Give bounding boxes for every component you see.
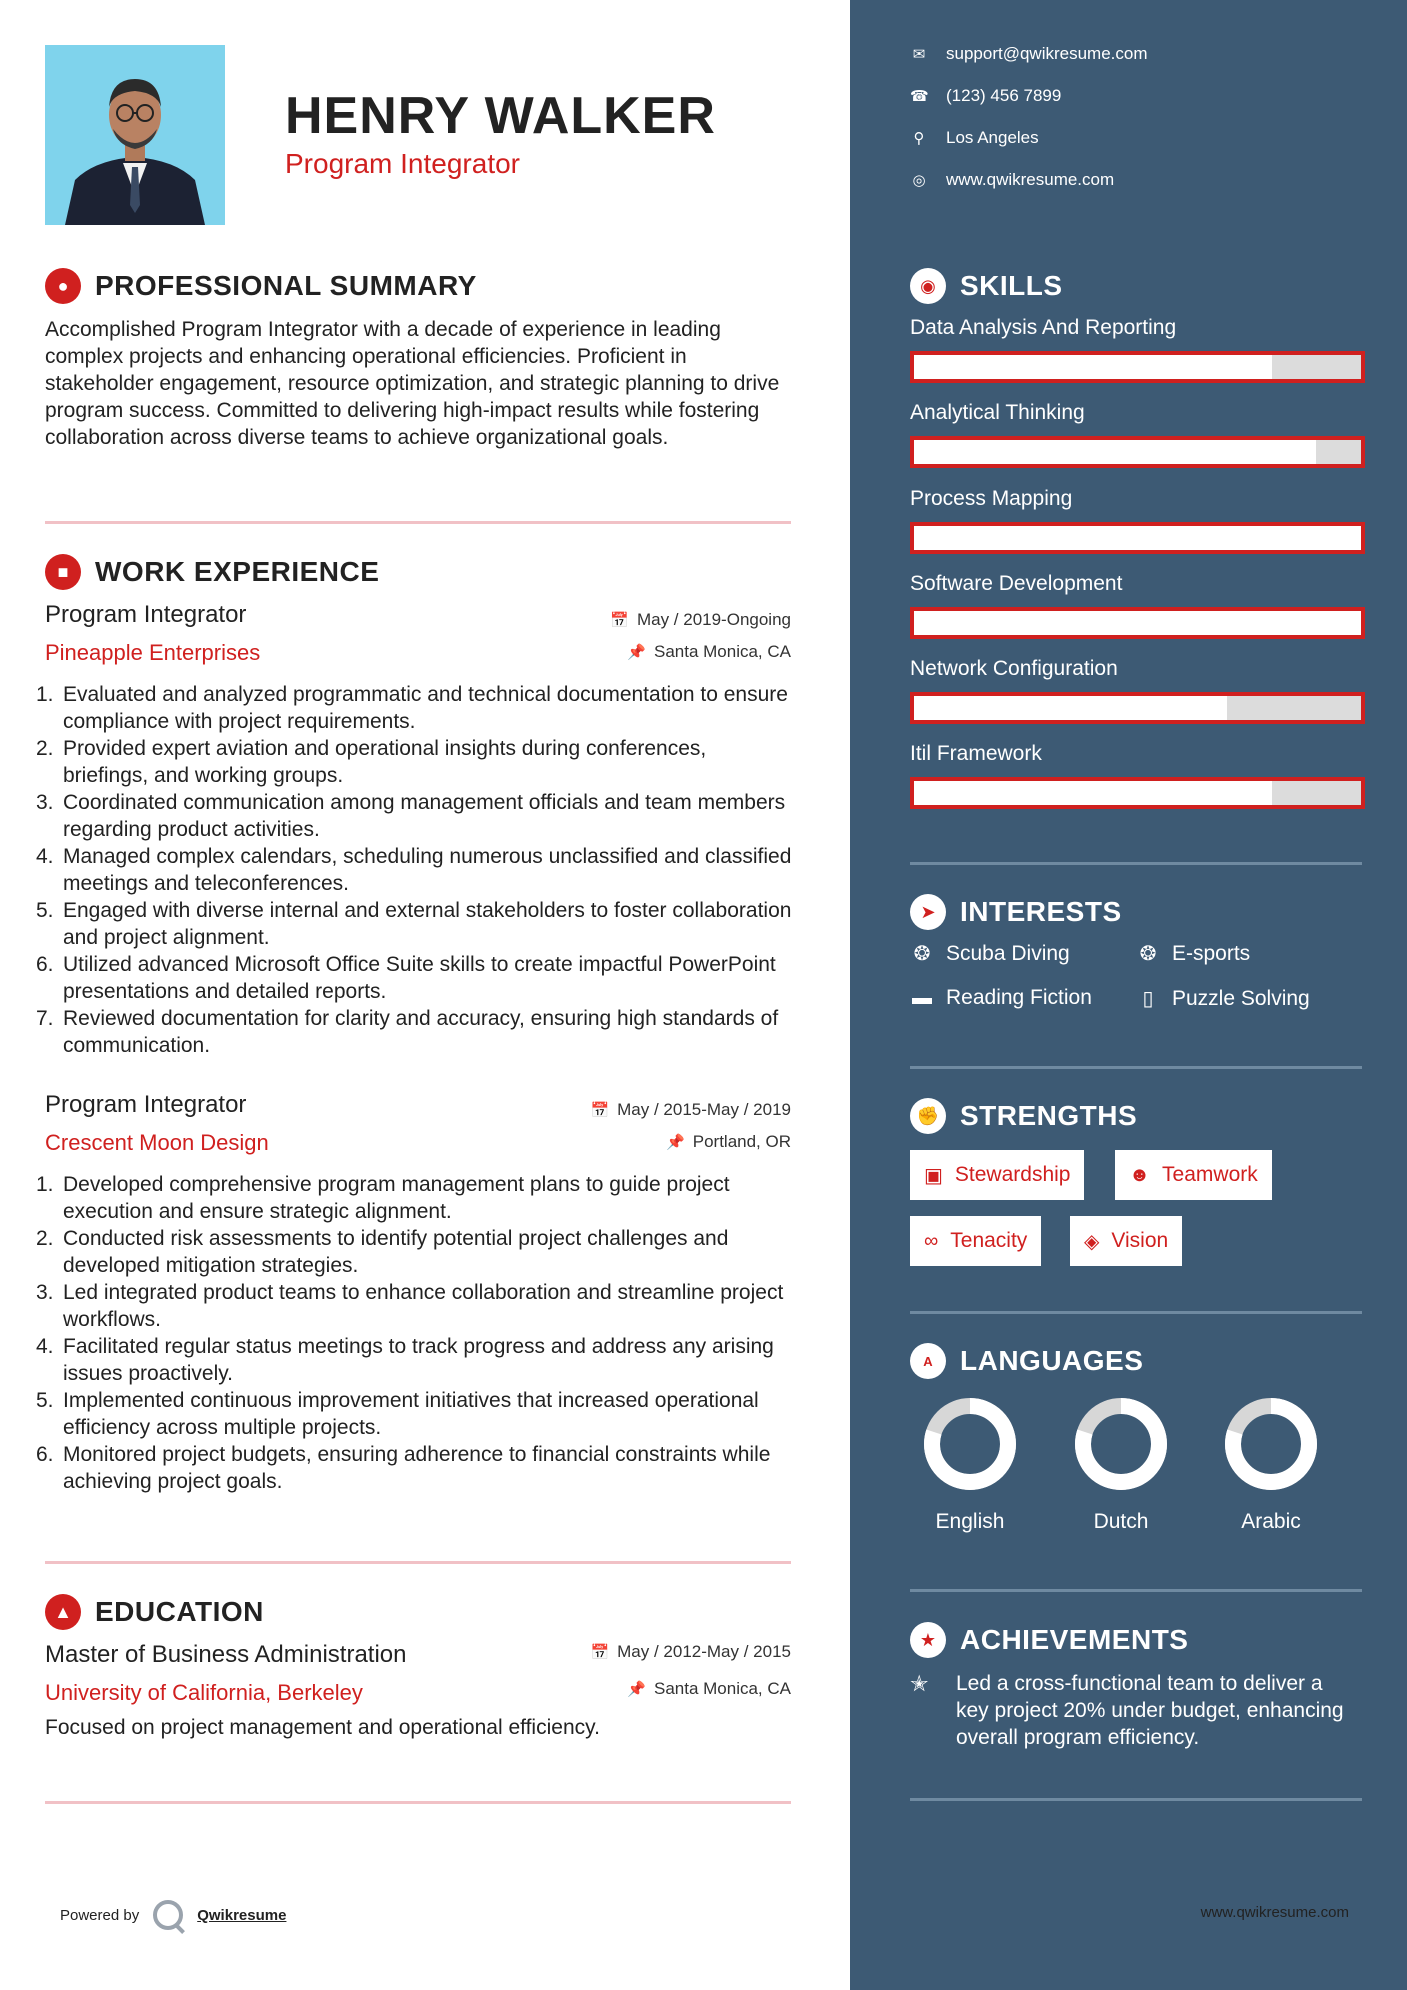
briefcase-icon: ▣: [924, 1164, 943, 1187]
education-dates: 📅 May / 2012-May / 2015: [590, 1642, 791, 1661]
strength-badge: ◈ Vision: [1070, 1216, 1182, 1266]
contact-email[interactable]: ✉ support@qwikresume.com: [910, 44, 1148, 64]
skill-bar: [910, 607, 1365, 639]
education-heading: ▲ EDUCATION: [45, 1594, 264, 1630]
education-description: Focused on project management and operational efficiency.: [45, 1716, 600, 1739]
skill-label: Itil Framework: [910, 742, 1042, 765]
gamepad-icon: ▬: [912, 986, 932, 1009]
strength-badge: ▣ Stewardship: [910, 1150, 1084, 1200]
profile-photo: [45, 45, 225, 225]
skill-fill: [914, 526, 1361, 550]
section-divider: [910, 862, 1362, 865]
strength-badge: ∞ Tenacity: [910, 1216, 1041, 1266]
users-icon: ☻: [1129, 1163, 1151, 1186]
job-dates: 📅 May / 2019-Ongoing: [610, 610, 791, 629]
section-divider: [910, 1589, 1362, 1592]
school-name: University of California, Berkeley: [45, 1680, 363, 1705]
section-divider: [910, 1798, 1362, 1801]
interest-item: ❂ E-sports: [1136, 941, 1250, 966]
skill-label: Network Configuration: [910, 657, 1118, 680]
language-label: Dutch: [1093, 1510, 1149, 1533]
section-divider: [45, 521, 791, 524]
interest-item: ▬ Reading Fiction: [912, 986, 1092, 1009]
phone-icon: ☎: [910, 88, 929, 105]
map-marker-icon: ⚲: [913, 130, 925, 147]
job-dates: 📅 May / 2015-May / 2019: [590, 1100, 791, 1119]
language-charts: [910, 1392, 1370, 1502]
skill-fill: [914, 355, 1272, 379]
skill-fill: [914, 696, 1227, 720]
pin-icon: 📌: [666, 1134, 685, 1151]
chair-icon: ■: [45, 554, 81, 590]
book-icon: ▯: [1142, 988, 1154, 1010]
skill-fill: [914, 781, 1272, 805]
pin-icon: 📌: [627, 1681, 646, 1698]
calendar-icon: 📅: [610, 612, 629, 629]
languages-heading: A LANGUAGES: [910, 1343, 1143, 1379]
section-divider: [910, 1066, 1362, 1069]
contact-website[interactable]: ◎ www.qwikresume.com: [910, 170, 1114, 190]
interest-item: ▯ Puzzle Solving: [1136, 986, 1310, 1011]
list-item: 6. Monitored project budgets, ensuring adherence to financial constraints while achieving project goals.: [36, 1443, 771, 1493]
user-icon: ●: [45, 268, 81, 304]
education-location: 📌 Santa Monica, CA: [627, 1679, 791, 1698]
skill-bar: [910, 522, 1365, 554]
footer-website[interactable]: www.qwikresume.com: [1200, 1904, 1349, 1921]
degree-title: Master of Business Administration: [45, 1641, 407, 1668]
contact-phone[interactable]: ☎ (123) 456 7899: [910, 86, 1062, 105]
calendar-icon: 📅: [590, 1102, 610, 1119]
qwikresume-logo-icon: [153, 1900, 183, 1930]
language-label: Arabic: [1241, 1510, 1301, 1533]
skill-bar: [910, 351, 1365, 383]
fist-icon: ✊: [910, 1098, 946, 1134]
graduate-icon: ▲: [45, 1594, 81, 1630]
strengths-heading: ✊ STRENGTHS: [910, 1098, 1137, 1134]
lifebuoy-icon: ❂: [1139, 943, 1157, 965]
job-bullets: [36, 1171, 796, 1495]
list-item: 7. Reviewed documentation for clarity and accuracy, ensuring high standards of communication.: [36, 1007, 779, 1057]
calendar-icon: 📅: [590, 1644, 610, 1661]
list-item: 3. Coordinated communication among management officials and team members regarding product activities.: [36, 791, 786, 841]
skill-label: Software Development: [910, 572, 1123, 595]
skill-label: Analytical Thinking: [910, 401, 1085, 424]
footer-brand-link[interactable]: Qwikresume: [197, 1906, 287, 1924]
skill-label: Process Mapping: [910, 487, 1073, 510]
interests-heading: ➤ INTERESTS: [910, 894, 1122, 930]
achievements-heading: ★ ACHIEVEMENTS: [910, 1622, 1188, 1658]
list-item: 5. Implemented continuous improvement initiatives that increased operational efficiency across multiple projects.: [36, 1389, 759, 1439]
list-item: 1. Evaluated and analyzed programmatic and technical documentation to ensure compliance with project requirements.: [36, 683, 788, 733]
binoculars-icon: ◈: [1084, 1230, 1100, 1253]
skill-bar: [910, 692, 1365, 724]
lightbulb-icon: ◉: [910, 268, 946, 304]
list-item: 3. Led integrated product teams to enhance collaboration and streamline project workflows.: [36, 1281, 784, 1331]
envelope-icon: ✉: [912, 46, 926, 63]
skill-fill: [914, 440, 1316, 464]
paper-plane-icon: ➤: [910, 894, 946, 930]
list-item: 4. Facilitated regular status meetings to track progress and address any arising issues proactively.: [36, 1335, 774, 1385]
contact-location: ⚲ Los Angeles: [910, 128, 1039, 148]
translate-icon: A: [910, 1343, 946, 1379]
skill-fill: [914, 611, 1361, 635]
job-title: Program Integrator: [45, 1091, 247, 1118]
section-divider: [45, 1561, 791, 1564]
list-item: 2. Provided expert aviation and operational insights during conferences, briefings, and working groups.: [36, 737, 707, 787]
skill-label: Data Analysis And Reporting: [910, 316, 1177, 339]
job-company: Crescent Moon Design: [45, 1130, 269, 1155]
skill-bar: [910, 436, 1365, 468]
job-title: Program Integrator: [45, 601, 247, 628]
list-item: 1. Developed comprehensive program management plans to guide project execution and ensure strategic alignment.: [36, 1173, 730, 1223]
language-label: English: [935, 1510, 1005, 1533]
star-icon: ✭: [910, 1671, 929, 1696]
job-company: Pineapple Enterprises: [45, 640, 261, 665]
achievement-item: ✭ Led a cross-functional team to deliver a key project 20% under budget, enhancing overall program efficiency.: [910, 1671, 1344, 1749]
experience-heading: ■ WORK EXPERIENCE: [45, 554, 379, 590]
section-divider: [45, 1801, 791, 1804]
globe-icon: ◎: [912, 172, 926, 189]
job-bullets: [36, 681, 796, 1059]
skill-bar: [910, 777, 1365, 809]
interest-item: ❂ Scuba Diving: [910, 941, 1070, 966]
job-location: 📌 Portland, OR: [666, 1132, 791, 1151]
skills-heading: ◉ SKILLS: [910, 268, 1063, 304]
summary-text: Accomplished Program Integrator with a decade of experience in leading complex projects and enhancing operational efficiencies. Proficient in stakeholder engagement, resource optimization, and strategic planning to drive program success. Committed to delivering high-impact results while fostering collaboration across diverse teams to achieve organizational goals.: [45, 318, 780, 449]
list-item: 4. Managed complex calendars, scheduling numerous unclassified and classified meetings and teleconferences.: [36, 845, 792, 895]
link-icon: ∞: [924, 1229, 939, 1252]
strength-badge: ☻ Teamwork: [1115, 1150, 1272, 1200]
list-item: 2. Conducted risk assessments to identify potential project challenges and developed mitigation strategies.: [36, 1227, 729, 1277]
section-divider: [910, 1311, 1362, 1314]
summary-heading: ● PROFESSIONAL SUMMARY: [45, 268, 477, 304]
pin-icon: 📌: [627, 644, 646, 661]
footer-powered-by: Powered by Qwikresume: [60, 1900, 286, 1930]
candidate-role: Program Integrator: [285, 148, 520, 179]
star-badge-icon: ★: [910, 1622, 946, 1658]
candidate-name: HENRY WALKER: [285, 87, 716, 145]
list-item: 5. Engaged with diverse internal and external stakeholders to foster collaboration and project alignment.: [36, 899, 792, 949]
lifebuoy-icon: ❂: [913, 943, 931, 965]
job-location: 📌 Santa Monica, CA: [627, 642, 791, 661]
list-item: 6. Utilized advanced Microsoft Office Suite skills to create impactful PowerPoint presentations and detailed reports.: [36, 953, 776, 1003]
